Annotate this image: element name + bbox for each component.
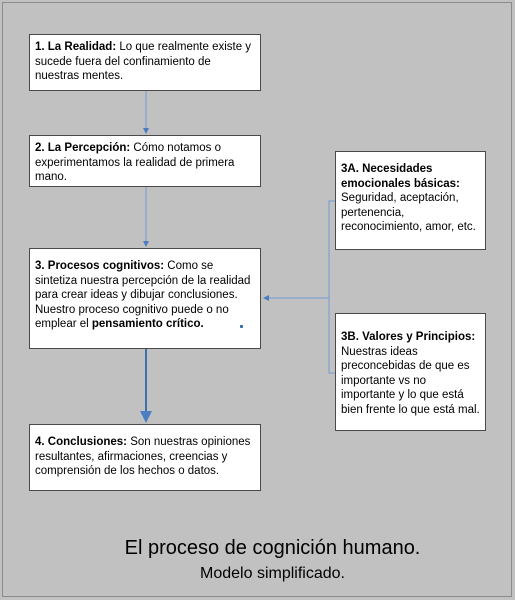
box-realidad-body: Lo que realmente existe y sucede fuera del confinamiento de nuestras mentes.: [35, 41, 252, 83]
box-realidad-heading: 1. La Realidad:: [35, 41, 117, 53]
diagram-subtitle: Modelo simplificado.: [200, 565, 345, 582]
box-procesos: [29, 248, 261, 349]
box-necesidades-body: Seguridad, aceptación, pertenencia, reconocimiento, amor, etc.: [341, 192, 476, 234]
diagram-title: El proceso de cognición humano.: [124, 537, 421, 559]
box-conclusiones: [29, 424, 261, 491]
box-percepcion: [29, 135, 261, 187]
box-percepcion-heading: 2. La Percepción:: [35, 142, 131, 154]
stray-dot: [240, 325, 243, 328]
box-conclusiones-heading: 4. Conclusiones:: [35, 436, 128, 448]
box-realidad: [29, 34, 261, 91]
box-percepcion-body: Cómo notamos o experimentamos la realidad de primera mano.: [35, 142, 235, 184]
box-valores-body: Nuestras ideas preconcebidas de que es importante vs no importante y lo que está bien frente lo que está mal.: [341, 345, 480, 416]
box-procesos-body: Como se sintetiza nuestra percepción de la realidad para crear ideas y dibujar conclusiones. Nuestro proceso cognitivo puede o no emplear el: [35, 260, 251, 331]
box-conclusiones-body: Son nuestras opiniones resultantes, afirmaciones, creencias y comprensión de los hechos o datos.: [35, 436, 251, 478]
box-procesos-emphasis: pensamiento crítico.: [91, 318, 204, 331]
box-valores: [335, 313, 486, 431]
box-procesos-heading: 3. Procesos cognitivos:: [35, 260, 165, 272]
box-necesidades-heading: 3A. Necesidades emocionales básicas:: [341, 163, 460, 190]
box-necesidades: [335, 151, 486, 250]
box-valores-heading: 3B. Valores y Principios:: [341, 331, 476, 343]
